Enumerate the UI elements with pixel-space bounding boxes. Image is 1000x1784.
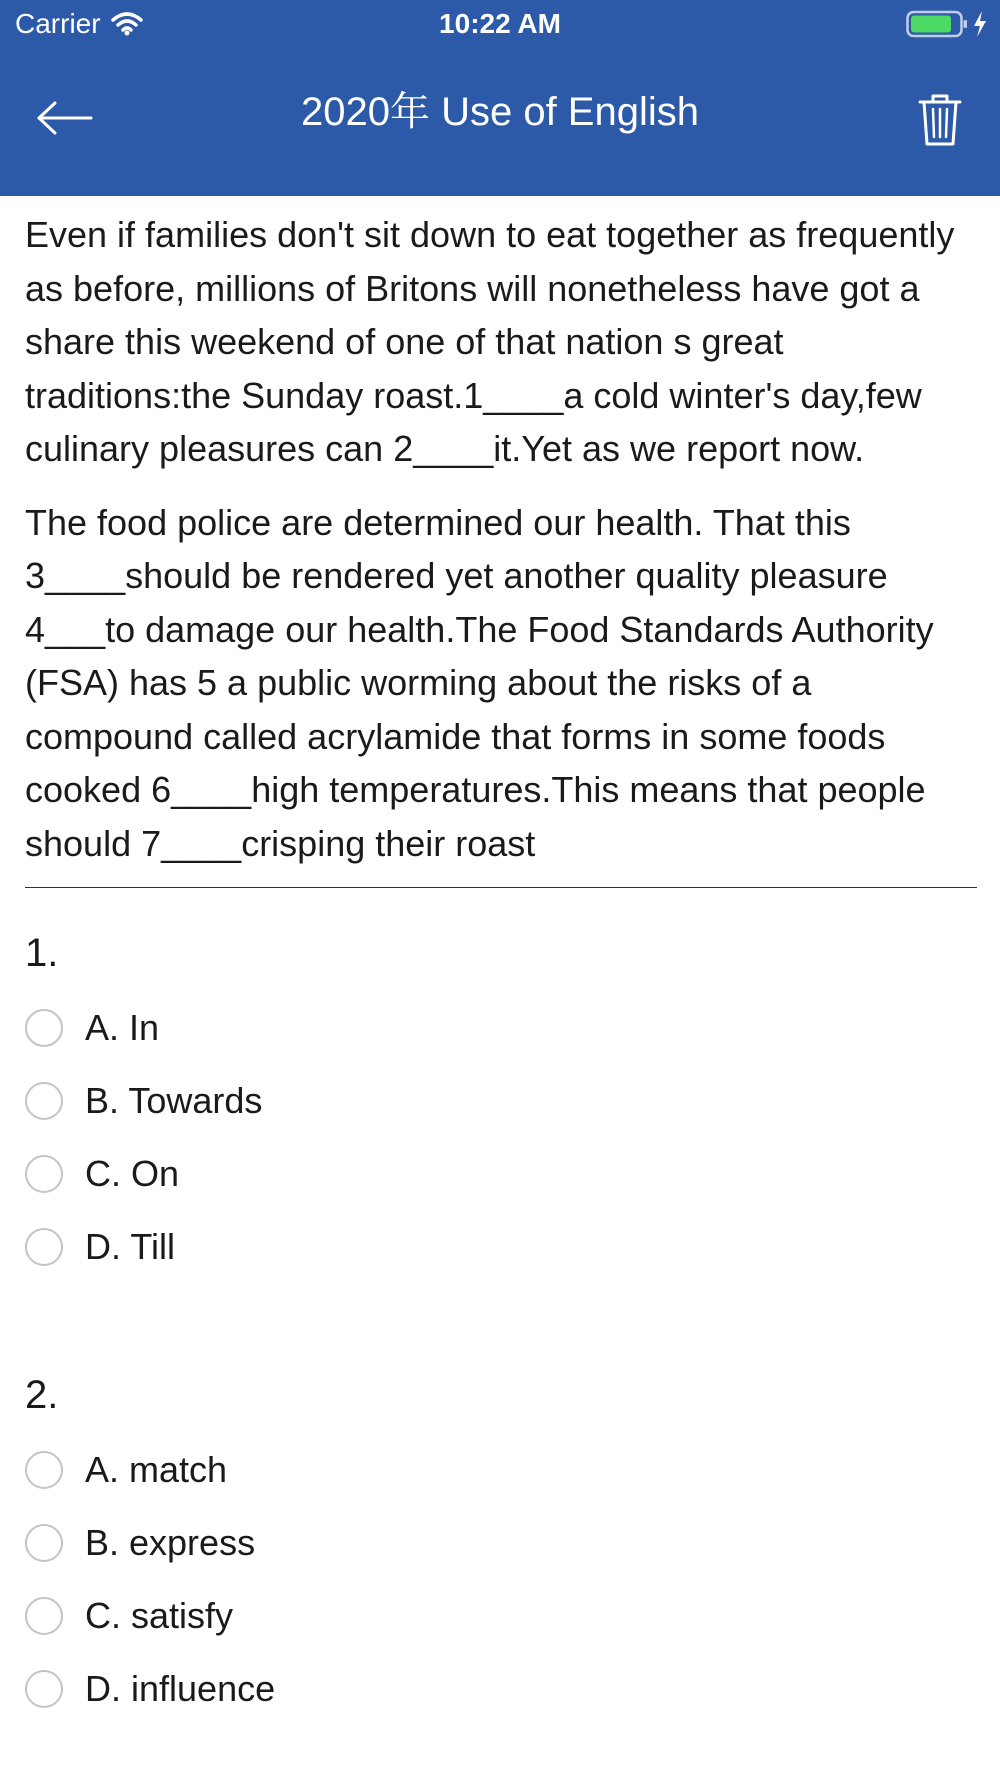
carrier-label: Carrier xyxy=(15,8,101,39)
option-d[interactable] xyxy=(25,1659,275,1719)
passage-paragraph: The food police are determined our health. That this 3____should be rendered yet another quality pleasure 4___to damage our health.The Food Standards Authority (FSA) has 5 a public worming about the risks of a compound called acrylamide that forms in some foods cooked 6____high temperatures.This means that people should 7____crisping their roast xyxy=(25,501,934,864)
question-1 xyxy=(0,900,1000,1342)
option-a[interactable] xyxy=(25,998,159,1058)
radio-circle-icon[interactable] xyxy=(25,1009,63,1047)
option-label: B. express xyxy=(85,1522,256,1563)
trash-icon xyxy=(918,93,962,147)
option-label: D. influence xyxy=(85,1668,276,1709)
option-a[interactable] xyxy=(25,1440,227,1500)
navigation-bar xyxy=(0,60,1000,170)
radio-circle-icon[interactable] xyxy=(25,1451,63,1489)
question-number: 2. xyxy=(25,1373,59,1417)
back-button[interactable] xyxy=(30,88,100,148)
page-title: 2020年 Use of English xyxy=(300,90,699,134)
delete-button[interactable] xyxy=(910,88,970,152)
radio-circle-icon[interactable] xyxy=(25,1082,63,1120)
app-header xyxy=(0,0,1000,196)
passage-paragraph: Even if families don't sit down to eat together as frequently as before, millions of Britons will nonetheless have got a share this weekend of one of that nation s great traditions:the Sunday roast.1____a cold winter's day,few culinary pleasures can 2____it.Yet as we report now. xyxy=(25,214,955,469)
option-label: A. In xyxy=(85,1007,160,1048)
option-label: C. On xyxy=(85,1153,180,1194)
option-b[interactable] xyxy=(25,1071,262,1131)
option-d[interactable] xyxy=(25,1217,175,1277)
battery-icon xyxy=(906,10,968,38)
radio-circle-icon[interactable] xyxy=(25,1155,63,1193)
reading-passage[interactable] xyxy=(0,196,1000,888)
radio-circle-icon[interactable] xyxy=(25,1228,63,1266)
arrow-left-icon xyxy=(35,98,95,138)
radio-circle-icon[interactable] xyxy=(25,1524,63,1562)
option-label: D. Till xyxy=(85,1226,175,1267)
question-number: 1. xyxy=(25,931,59,975)
option-label: A. match xyxy=(85,1449,228,1490)
question-list xyxy=(0,900,1000,1784)
radio-circle-icon[interactable] xyxy=(25,1670,63,1708)
option-b[interactable] xyxy=(25,1513,255,1573)
option-c[interactable] xyxy=(25,1144,179,1204)
status-bar xyxy=(0,0,1000,50)
battery-indicator xyxy=(906,10,988,38)
status-time: 10:22 AM xyxy=(439,8,561,39)
option-c[interactable] xyxy=(25,1586,233,1646)
option-label: C. satisfy xyxy=(85,1595,234,1636)
passage-divider xyxy=(25,887,977,888)
charging-icon xyxy=(972,10,988,38)
option-label: B. Towards xyxy=(85,1080,263,1121)
radio-circle-icon[interactable] xyxy=(25,1597,63,1635)
question-2 xyxy=(0,1342,1000,1784)
